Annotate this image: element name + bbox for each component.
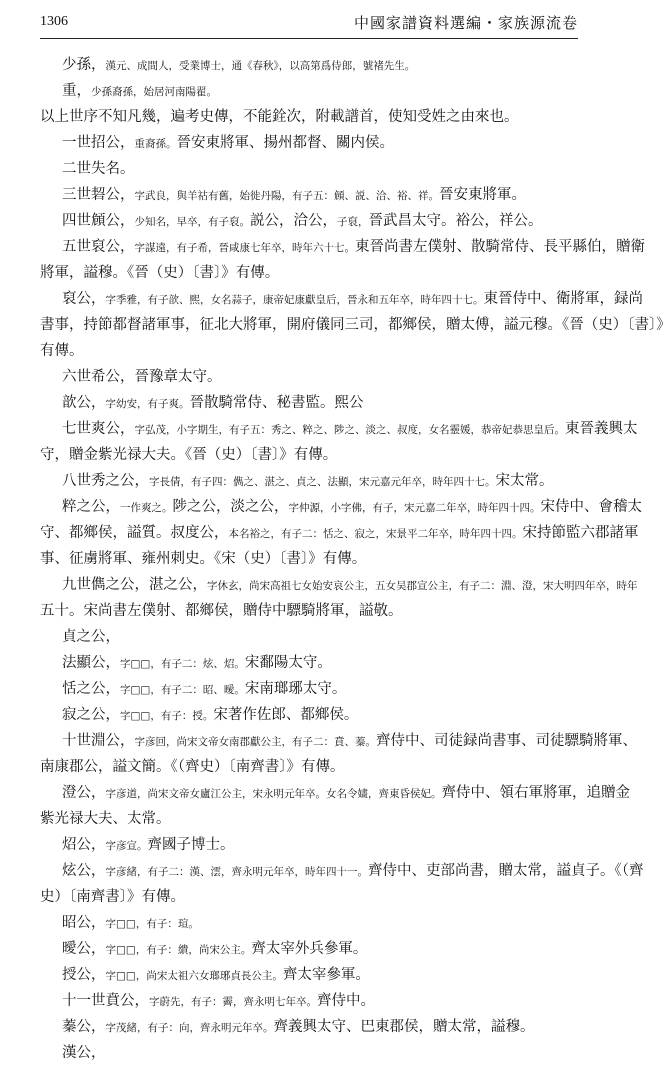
annotation-text: 字□□，有子：繢，尚宋公主。 <box>105 944 252 956</box>
text-line <box>40 884 578 910</box>
main-text: 齊侍中、領右軍將軍，追贈金 <box>441 785 630 801</box>
annotation-text: 字休玄，尚宋高祖七女始安哀公主，五女吴郡宣公主，有子二：淵、澄，宋大明四年卒，時年 <box>207 580 638 592</box>
main-text: 歆公， <box>62 395 106 411</box>
text-line <box>40 104 578 130</box>
main-text: 寂之公， <box>62 707 120 723</box>
main-text: 十一世賁公， <box>62 993 149 1009</box>
text-line <box>62 702 578 728</box>
annotation-text: 少孫裔孫，始居河南陽翟。 <box>91 86 217 98</box>
text-line <box>62 1014 578 1040</box>
main-text: 史）〔南齊書〕》有傳。 <box>40 889 185 905</box>
annotation-text: 字彦宣。 <box>105 840 148 852</box>
text-line <box>62 234 645 260</box>
main-text: 貞之公， <box>62 629 120 645</box>
text-line <box>62 832 578 858</box>
main-text: 事、征虜將軍、雍州刺史。《宋（史）〔書〕》有傳。 <box>40 551 367 567</box>
main-text: 紫光禄大夫、太常。 <box>40 811 171 827</box>
main-text: 裒公， <box>62 291 106 307</box>
text-line <box>62 1040 578 1066</box>
text-line <box>40 312 671 338</box>
main-text: 齊侍中、吏部尚書，贈太常，謚貞子。《（齊 <box>368 863 644 879</box>
main-text: 五世裒公， <box>62 239 135 255</box>
text-line <box>62 624 578 650</box>
text-line <box>62 130 578 156</box>
text-line <box>40 338 578 364</box>
main-text: 曖公， <box>62 941 106 957</box>
main-text: 澄公， <box>62 785 106 801</box>
main-text: 守、都鄉侯，謚質。叔度公， <box>40 525 229 541</box>
main-text: 齊太宰參軍。 <box>282 967 370 983</box>
text-line <box>62 650 578 676</box>
main-text: 昭公， <box>62 915 106 931</box>
main-text: 漢公， <box>62 1045 106 1061</box>
annotation-text: 字彦道，尚宋文帝女廬江公主，宋永明元年卒。女名令嫿，齊東昏侯妃。 <box>105 788 442 800</box>
annotation-text: 字□□，有子二：炫、炤。 <box>120 658 245 670</box>
page-header <box>40 10 578 39</box>
text-line <box>62 52 578 78</box>
main-text: 晉散騎常侍、秘書監。熙公 <box>189 395 364 411</box>
annotation-text: 字謀遠，有子希，晉咸康七年卒，時年六十七。 <box>134 242 355 254</box>
text-line <box>62 182 578 208</box>
text-line <box>62 286 643 312</box>
text-line <box>62 208 578 234</box>
text-line <box>62 572 638 598</box>
main-text: 五十。 <box>40 603 84 619</box>
main-text: 法顯公， <box>62 655 120 671</box>
main-text: 一世招公， <box>62 135 135 151</box>
text-line <box>40 442 578 468</box>
main-text: 有傳。 <box>40 343 84 359</box>
text-line <box>62 416 638 442</box>
main-text: 説公，洽公， <box>250 213 337 229</box>
annotation-text: 字仲源，小字佛，有子，宋元嘉二年卒，時年四十四。 <box>288 502 541 514</box>
main-text: 八世秀之公， <box>62 473 149 489</box>
text-line <box>62 962 578 988</box>
main-text: 東晉尚書左僕射、散騎常侍、長平縣伯，贈衛 <box>355 239 645 255</box>
main-text: 守，贈金紫光禄大夫。《晉（史）〔書〕》有傳。 <box>40 447 338 463</box>
main-text: 九世儁之公，湛之公， <box>62 577 207 593</box>
main-text: 授公， <box>62 967 106 983</box>
annotation-text: 字弘茂，小字期生，有子五：秀之、粹之、陟之、淡之、叔度，女名靈媛，恭帝妃恭思皇后。 <box>134 424 565 436</box>
annotation-text: 字蔚先，有子：霽，齊永明七年卒。 <box>149 996 317 1008</box>
annotation-text: 少知名，早卒，有子裒。 <box>134 216 250 228</box>
text-line <box>62 936 578 962</box>
main-text: 十世淵公， <box>62 733 135 749</box>
text-line <box>40 806 578 832</box>
annotation-text: 本名裕之，有子二：恬之、寂之，宋景平二年卒，時年四十四。 <box>228 528 523 540</box>
annotation-text: 漢元、成間人，受業博士，通《春秋》，以高第爲侍郎，號褚先生。 <box>105 60 416 72</box>
main-text: 宋尚書左僕射、都鄉侯，贈侍中驃騎將軍，謚敬。 <box>83 603 403 619</box>
main-text: 晉安東將軍、揚州都督、關内侯。 <box>176 135 394 151</box>
book-title: 中國家譜資料選編・家族源流卷 <box>353 14 578 32</box>
text-line <box>62 156 578 182</box>
main-text: 齊太宰外兵參軍。 <box>251 941 368 957</box>
text-line <box>62 364 578 390</box>
annotation-text: 子裒， <box>337 216 369 228</box>
main-text: 宋侍中、會稽太 <box>540 499 642 515</box>
annotation-text: 字武良，與羊祜有舊，始徙丹陽，有子五：頠、説、洽、裕、祥。 <box>134 190 439 202</box>
annotation-text: 字季雅，有子歆、熙，女名蒜子，康帝妃康獻皇后，晉永和五年卒，時年四十七。 <box>105 294 484 306</box>
main-text: 齊侍中、司徒録尚書事、司徒驃騎將軍、 <box>376 733 637 749</box>
annotation-text: 字□□，有子：瑄。 <box>105 918 199 930</box>
page-number: 1306 <box>40 14 68 29</box>
main-text: 重， <box>62 83 91 99</box>
text-line <box>62 78 578 104</box>
main-text: 蓁公， <box>62 1019 106 1035</box>
main-text: 七世爽公， <box>62 421 135 437</box>
text-line <box>62 858 644 884</box>
annotation-text: 字幼安，有子爽。 <box>105 398 190 410</box>
text-line <box>62 494 642 520</box>
text-line <box>62 910 578 936</box>
main-text: 炫公， <box>62 863 106 879</box>
main-text: 晉武昌太守。裕公，祥公。 <box>368 213 543 229</box>
text-line <box>62 468 578 494</box>
text-line <box>40 754 578 780</box>
genealogy-text <box>40 52 671 1066</box>
annotation-text: 字茂緒，有子：向，齊永明元年卒。 <box>105 1022 274 1034</box>
main-text: 以上世序不知凡幾，遍考史傳，不能銓次，附載譜首，使知受姓之由來也。 <box>40 109 519 125</box>
main-text: 書事，持節都督諸軍事，征北大將軍，開府儀同三司，都鄉侯，贈太傅，謚元穆。《晉（史）〔書〕》 <box>40 317 671 333</box>
main-text: 齊國子博士。 <box>147 837 235 853</box>
main-text: 六世希公，晉豫章太守。 <box>62 369 222 385</box>
annotation-text: 字長倩，有子四：儁之、湛之、貞之、法顯，宋元嘉元年卒，時年四十七。 <box>149 476 496 488</box>
main-text: 東晉侍中、衛將軍，録尚 <box>483 291 643 307</box>
main-text: 齊侍中。 <box>317 993 375 1009</box>
main-text: 宋南瑯琊太守。 <box>244 681 347 697</box>
text-line <box>40 546 578 572</box>
text-line <box>40 260 578 286</box>
text-line <box>62 390 578 416</box>
text-line <box>62 728 637 754</box>
main-text: 宋鄱陽太守。 <box>244 655 332 671</box>
text-line <box>62 676 578 702</box>
main-text: 少孫， <box>62 57 106 73</box>
main-text: 東晉義興太 <box>565 421 638 437</box>
main-text: 宋著作佐郎、都鄉侯。 <box>213 707 359 723</box>
main-text: 二世失名。 <box>62 161 135 177</box>
annotation-text: 字□□，有子：授。 <box>120 710 214 722</box>
main-text: 宋太常。 <box>495 473 554 489</box>
main-text: 恬之公， <box>62 681 120 697</box>
annotation-text: 字彦緒，有子二：漢、澐，齊永明元年卒，時年四十一。 <box>105 866 368 878</box>
text-line <box>40 598 578 624</box>
text-line <box>62 780 630 806</box>
main-text: 將軍，謚穆。《晉（史）〔書〕》有傳。 <box>40 265 280 281</box>
main-text: 粹之公， <box>62 499 120 515</box>
text-line <box>40 520 639 546</box>
main-text: 齊義興太守、巴東郡侯，贈太常，謚穆。 <box>273 1019 535 1035</box>
text-line <box>62 988 578 1014</box>
main-text: 陟之公，淡之公， <box>172 499 289 515</box>
annotation-text: 字□□，尚宋太祖六女瑯琊貞長公主。 <box>105 970 283 982</box>
main-text: 四世頠公， <box>62 213 135 229</box>
annotation-text: 重裔孫。 <box>134 138 177 150</box>
main-text: 炤公， <box>62 837 106 853</box>
main-text: 宋持節監六郡諸軍 <box>522 525 639 541</box>
annotation-text: 字彦回，尚宋文帝女南郡獻公主，有子二：賁、蓁。 <box>134 736 376 748</box>
main-text: 南康郡公，謚文簡。《（齊史）〔南齊書〕》有傳。 <box>40 759 345 775</box>
annotation-text: 一作爽之。 <box>120 502 173 514</box>
main-text: 三世䂮公， <box>62 187 135 203</box>
annotation-text: 字□□，有子二：昭、曖。 <box>120 684 245 696</box>
main-text: 晉安東將軍。 <box>439 187 526 203</box>
